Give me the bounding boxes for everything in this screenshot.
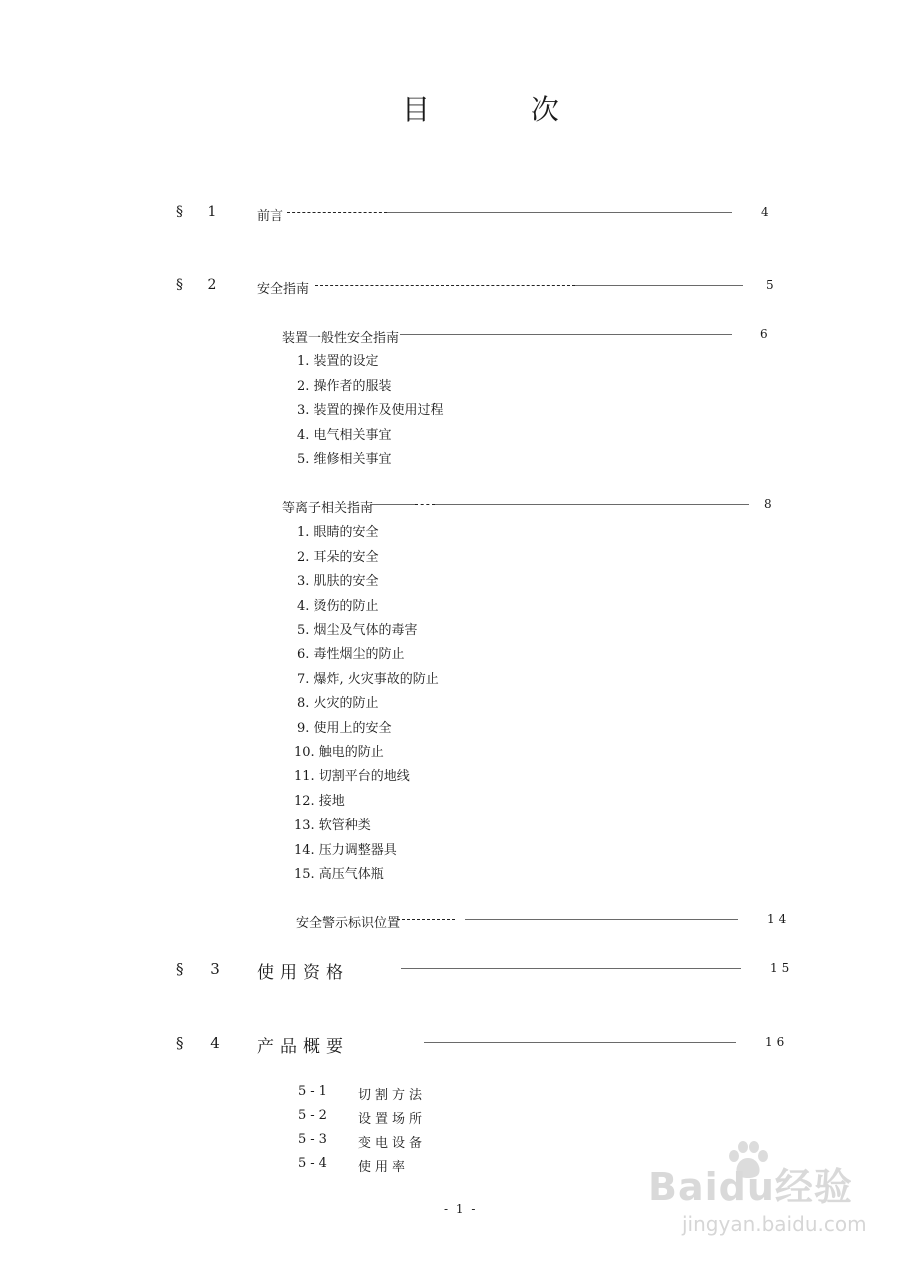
- section-4-page: 16: [765, 1035, 789, 1049]
- section-1-leader-dashes: [287, 212, 387, 213]
- general-item-5[interactable]: 5. 维修相关事宜: [297, 452, 392, 467]
- plasma-leader-dashes: [415, 504, 435, 505]
- product-sub-1-number: 5-1: [298, 1084, 331, 1099]
- plasma-leader-line-b: [435, 504, 749, 505]
- plasma-item-15[interactable]: 15. 高压气体瓶: [294, 867, 384, 882]
- plasma-item-9[interactable]: 9. 使用上的安全: [297, 721, 392, 736]
- section-3-title[interactable]: 使用资格: [257, 963, 349, 983]
- plasma-item-3[interactable]: 3. 肌肤的安全: [297, 574, 379, 589]
- product-sub-3-number: 5-3: [298, 1132, 331, 1147]
- page-title: 目 次: [402, 93, 605, 126]
- plasma-item-8[interactable]: 8. 火灾的防止: [297, 696, 379, 711]
- general-safety-title[interactable]: 装置一般性安全指南: [282, 331, 400, 346]
- plasma-item-1[interactable]: 1. 眼睛的安全: [297, 525, 379, 540]
- plasma-item-5[interactable]: 5. 烟尘及气体的毒害: [297, 623, 418, 638]
- section-2-leader-line: [575, 285, 743, 286]
- general-item-3[interactable]: 3. 装置的操作及使用过程: [297, 403, 444, 418]
- section-1-page: 4: [761, 205, 769, 219]
- section-3-number: § 3: [176, 960, 231, 978]
- general-item-2[interactable]: 2. 操作者的服装: [297, 379, 392, 394]
- plasma-item-4[interactable]: 4. 烫伤的防止: [297, 599, 379, 614]
- warning-leader-dashes: [397, 919, 455, 920]
- general-item-4[interactable]: 4. 电气相关事宜: [297, 428, 392, 443]
- plasma-item-7[interactable]: 7. 爆炸, 火灾事故的防止: [297, 672, 439, 687]
- section-2-title[interactable]: 安全指南: [257, 282, 310, 297]
- section-4-leader-line: [424, 1042, 736, 1043]
- warning-label-title[interactable]: 安全警示标识位置: [296, 916, 401, 931]
- warning-leader-line: [465, 919, 738, 920]
- product-sub-1-label[interactable]: 切割方法: [358, 1088, 427, 1103]
- section-1-leader-line: [387, 212, 732, 213]
- plasma-item-10[interactable]: 10. 触电的防止: [294, 745, 384, 760]
- section-1-number: § 1: [176, 204, 227, 220]
- plasma-guide-title[interactable]: 等离子相关指南: [282, 501, 374, 516]
- plasma-leader-line-a: [370, 504, 415, 505]
- general-item-1[interactable]: 1. 装置的设定: [297, 354, 379, 369]
- product-sub-4-number: 5-4: [298, 1156, 331, 1171]
- general-safety-leader-line: [400, 334, 732, 335]
- baidu-watermark-url: jingyan.baidu.com: [682, 1212, 867, 1236]
- plasma-item-2[interactable]: 2. 耳朵的安全: [297, 550, 379, 565]
- general-safety-page: 6: [760, 327, 768, 341]
- plasma-item-11[interactable]: 11. 切割平台的地线: [294, 769, 410, 784]
- section-2-leader-dashes: [315, 285, 575, 286]
- section-4-title[interactable]: 产品概要: [257, 1037, 349, 1057]
- product-sub-4-label[interactable]: 使用率: [358, 1160, 410, 1175]
- page-number-footer: - 1 -: [444, 1202, 478, 1216]
- section-2-page: 5: [766, 278, 774, 292]
- plasma-guide-page: 8: [764, 497, 772, 511]
- plasma-item-6[interactable]: 6. 毒性烟尘的防止: [297, 647, 405, 662]
- section-4-number: § 4: [176, 1034, 231, 1052]
- product-sub-2-label[interactable]: 设置场所: [358, 1112, 427, 1127]
- section-2-number: § 2: [176, 277, 227, 293]
- plasma-item-14[interactable]: 14. 压力调整器具: [294, 843, 397, 858]
- plasma-item-13[interactable]: 13. 软管种类: [294, 818, 371, 833]
- plasma-item-12[interactable]: 12. 接地: [294, 794, 345, 809]
- section-3-page: 15: [770, 961, 794, 975]
- section-1-title[interactable]: 前言: [257, 209, 284, 224]
- product-sub-2-number: 5-2: [298, 1108, 331, 1123]
- product-sub-3-label[interactable]: 变电设备: [358, 1136, 427, 1151]
- baidu-watermark-logo: Baidu经验: [648, 1165, 853, 1209]
- warning-label-page: 14: [767, 912, 791, 926]
- section-3-leader-line: [401, 968, 741, 969]
